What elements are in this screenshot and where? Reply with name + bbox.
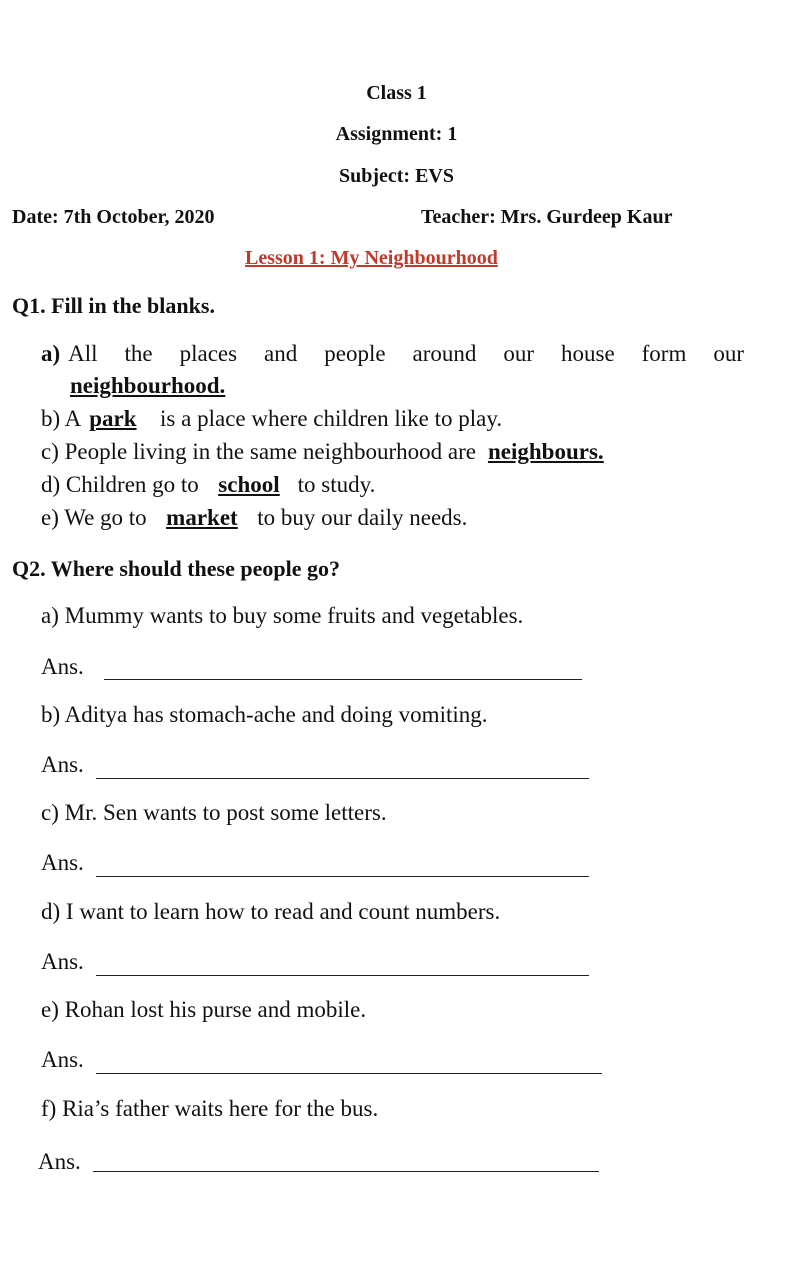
date-label: Date: 7th October, 2020 bbox=[12, 206, 215, 228]
q1-a-line2 bbox=[70, 373, 225, 399]
q2-answer-line-e[interactable] bbox=[96, 1073, 602, 1074]
q1-c bbox=[41, 439, 604, 465]
q1-a-word: house bbox=[561, 341, 615, 366]
q2-ans-label-d: Ans. bbox=[41, 949, 84, 974]
q1-b-suffix: is a place where children like to play. bbox=[160, 406, 503, 431]
q1-a-word: All bbox=[68, 341, 98, 366]
q1-title: Q1. Fill in the blanks. bbox=[12, 293, 215, 318]
q2-ans-label-a: Ans. bbox=[41, 654, 84, 679]
q1-b-prefix: b) A bbox=[41, 406, 82, 431]
q2-question-e: e) Rohan lost his purse and mobile. bbox=[41, 997, 367, 1022]
q1-d-prefix: d) Children go to bbox=[41, 472, 199, 497]
q1-a-word: form bbox=[641, 341, 687, 366]
q2-ans-label-f: Ans. bbox=[38, 1149, 81, 1174]
q1-e bbox=[41, 505, 467, 531]
q1-a-word: places bbox=[179, 341, 238, 366]
q2-question-d: d) I want to learn how to read and count numbers. bbox=[41, 899, 501, 924]
q1-d bbox=[41, 472, 375, 498]
q1-b bbox=[41, 406, 502, 432]
q1-d-suffix: to study. bbox=[297, 472, 376, 497]
q1-e-answer: market bbox=[166, 505, 238, 530]
q2-answer-line-d[interactable] bbox=[96, 975, 589, 976]
teacher-label: Teacher: Mrs. Gurdeep Kaur bbox=[421, 206, 673, 228]
q2-question-c: c) Mr. Sen wants to post some letters. bbox=[41, 800, 387, 825]
q1-a-word: our bbox=[503, 341, 535, 366]
subject-heading: Subject: EVS bbox=[338, 165, 454, 187]
q1-e-prefix: e) We go to bbox=[41, 505, 147, 530]
class-heading: Class 1 bbox=[366, 82, 427, 104]
q2-answer-line-f[interactable] bbox=[93, 1171, 599, 1172]
q1-a-word: our bbox=[713, 341, 744, 366]
lesson-title: Lesson 1: My Neighbourhood bbox=[245, 247, 498, 269]
q2-answer-line-a[interactable] bbox=[104, 679, 582, 680]
q1-b-answer: park bbox=[89, 406, 137, 431]
q1-a-word: people bbox=[324, 341, 386, 366]
q1-a-word: and bbox=[264, 341, 298, 366]
assignment-heading: Assignment: 1 bbox=[335, 123, 458, 145]
lesson-title-wrap bbox=[245, 247, 498, 270]
q2-ans-label-c: Ans. bbox=[41, 850, 84, 875]
q1-a-text bbox=[68, 341, 744, 367]
q1-a-line1 bbox=[41, 341, 744, 367]
q2-ans-label-b: Ans. bbox=[41, 752, 84, 777]
q2-question-f: f) Ria’s father waits here for the bus. bbox=[41, 1096, 379, 1121]
q2-ans-label-e: Ans. bbox=[41, 1047, 84, 1072]
q1-d-answer: school bbox=[218, 472, 280, 497]
q1-a-word: around bbox=[412, 341, 477, 366]
q1-a-answer: neighbourhood. bbox=[70, 373, 226, 398]
q1-a-label: a) bbox=[41, 341, 61, 366]
q2-question-a: a) Mummy wants to buy some fruits and vegetables. bbox=[41, 603, 524, 628]
q2-question-b: b) Aditya has stomach-ache and doing vomiting. bbox=[41, 702, 488, 727]
q2-answer-line-c[interactable] bbox=[96, 876, 589, 877]
q1-a-word: the bbox=[124, 341, 153, 366]
q1-c-answer: neighbours. bbox=[487, 439, 604, 464]
q2-answer-line-b[interactable] bbox=[96, 778, 589, 779]
q1-c-prefix: c) People living in the same neighbourhood are bbox=[41, 439, 476, 464]
q1-e-suffix: to buy our daily needs. bbox=[257, 505, 468, 530]
q2-title: Q2. Where should these people go? bbox=[12, 556, 340, 581]
